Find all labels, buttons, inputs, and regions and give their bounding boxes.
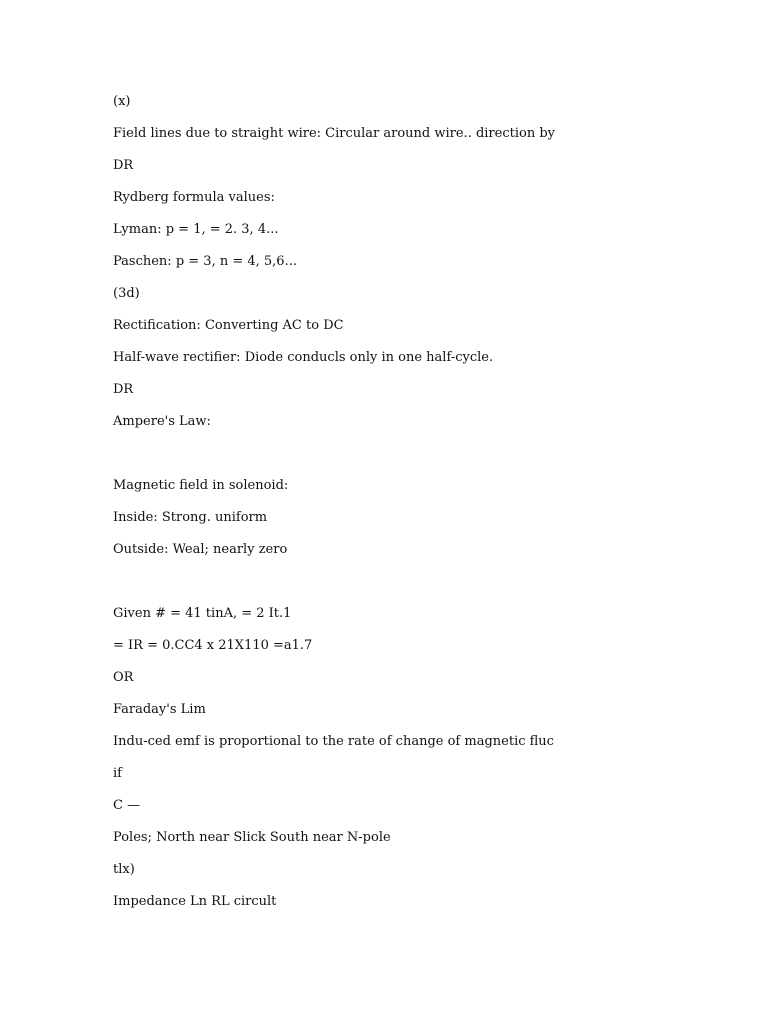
text-line: Half-wave rectifier: Diode conducls only in one half-cycle.: [113, 350, 494, 365]
text-line: Impedance Ln RL circult: [113, 894, 277, 909]
text-line: Rydberg formula values:: [113, 190, 275, 205]
text-line: Given # = 41 tinA, = 2 It.1: [113, 606, 292, 621]
text-line: Faraday's Lim: [113, 702, 206, 717]
text-line: Indu-ced emf is proportional to the rate of change of magnetic fluc: [113, 734, 554, 749]
text-line: Outside: Weal; nearly zero: [113, 542, 288, 557]
text-line: if: [113, 766, 122, 781]
text-line: DR: [113, 382, 134, 397]
text-line: Poles; North near Slick South near N-pole: [113, 830, 391, 845]
text-line: C —: [113, 798, 141, 813]
text-line: = IR = 0.CC4 x 21X110 =a1.7: [113, 638, 313, 653]
text-line: Magnetic field in solenoid:: [113, 478, 289, 493]
text-line: tlx): [113, 862, 135, 877]
text-line: (x): [113, 94, 131, 109]
text-line: Inside: Strong. uniform: [113, 510, 268, 525]
text-line: Rectification: Converting AC to DC: [113, 318, 344, 333]
text-line: OR: [113, 670, 134, 685]
text-line: DR: [113, 158, 134, 173]
text-line: (3d): [113, 286, 140, 301]
text-line: Field lines due to straight wire: Circular around wire.. direction by: [113, 126, 555, 141]
text-line: Lyman: p = 1, = 2. 3, 4...: [113, 222, 279, 237]
text-line: Ampere's Law:: [113, 414, 211, 429]
text-line: Paschen: p = 3, n = 4, 5,6...: [113, 254, 297, 269]
